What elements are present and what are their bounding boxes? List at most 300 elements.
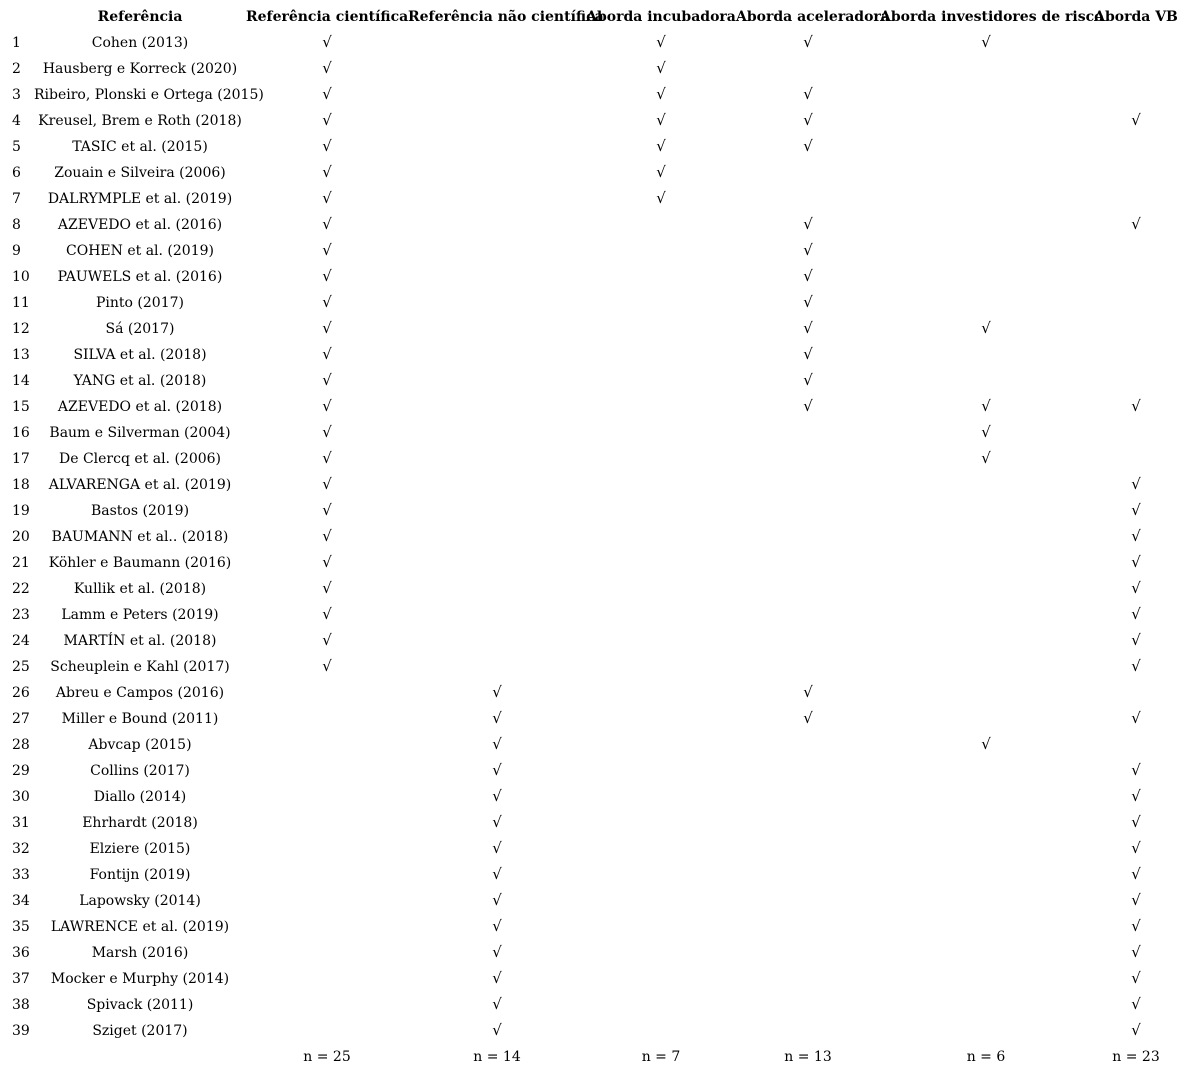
- row-number: 35: [12, 918, 30, 935]
- row-number: 25: [12, 658, 30, 675]
- check-icon: √: [322, 527, 332, 545]
- mark-vb-cell: [1092, 56, 1180, 82]
- mark-non-scientific-cell: [408, 966, 586, 992]
- mark-venture-investors-cell: [880, 732, 1092, 758]
- mark-vb-cell: [1092, 836, 1180, 862]
- check-icon: √: [1131, 631, 1141, 649]
- mark-venture-investors-cell: [880, 992, 1092, 1018]
- mark-incubator-cell: [586, 30, 736, 56]
- row-number: 13: [12, 346, 30, 363]
- check-icon: √: [1131, 111, 1141, 129]
- check-icon: √: [803, 241, 813, 259]
- mark-venture-investors-cell: [880, 524, 1092, 550]
- mark-accelerator-cell: [736, 888, 880, 914]
- check-icon: √: [1131, 553, 1141, 571]
- row-number: 14: [12, 372, 30, 389]
- row-number: 17: [12, 450, 30, 467]
- mark-vb-cell: [1092, 290, 1180, 316]
- mark-non-scientific-cell: [408, 680, 586, 706]
- check-icon: √: [322, 501, 332, 519]
- check-icon: √: [1131, 397, 1141, 415]
- mark-non-scientific-cell: [408, 316, 586, 342]
- check-icon: √: [1131, 891, 1141, 909]
- mark-accelerator-cell: [736, 186, 880, 212]
- mark-vb-cell: [1092, 186, 1180, 212]
- totals-row: [0, 1044, 1180, 1070]
- check-icon: √: [322, 137, 332, 155]
- mark-venture-investors-cell: [880, 446, 1092, 472]
- mark-accelerator-cell: [736, 784, 880, 810]
- mark-accelerator-cell: [736, 30, 880, 56]
- row-number: 29: [12, 762, 30, 779]
- table-row: [0, 992, 1180, 1018]
- mark-non-scientific-cell: [408, 550, 586, 576]
- table-row: [0, 732, 1180, 758]
- mark-incubator-cell: [586, 550, 736, 576]
- mark-scientific-cell: [246, 160, 408, 186]
- table-row: [0, 706, 1180, 732]
- mark-accelerator-cell: [736, 966, 880, 992]
- table-row: [0, 1018, 1180, 1044]
- mark-incubator-cell: [586, 108, 736, 134]
- mark-vb-cell: [1092, 368, 1180, 394]
- check-icon: √: [981, 319, 991, 337]
- mark-venture-investors-cell: [880, 914, 1092, 940]
- check-icon: √: [803, 345, 813, 363]
- check-icon: √: [981, 33, 991, 51]
- header-reference: Referência: [97, 9, 183, 25]
- mark-incubator-cell: [586, 966, 736, 992]
- mark-accelerator-cell: [736, 420, 880, 446]
- check-icon: √: [492, 865, 502, 883]
- mark-incubator-cell: [586, 394, 736, 420]
- mark-scientific-cell: [246, 186, 408, 212]
- mark-venture-investors-cell: [880, 368, 1092, 394]
- mark-vb-cell: [1092, 160, 1180, 186]
- row-number: 9: [12, 242, 21, 259]
- mark-incubator-cell: [586, 784, 736, 810]
- check-icon: √: [803, 371, 813, 389]
- check-icon: √: [1131, 943, 1141, 961]
- row-number: 30: [12, 788, 30, 805]
- mark-venture-investors-cell: [880, 862, 1092, 888]
- check-icon: √: [492, 995, 502, 1013]
- check-icon: √: [1131, 839, 1141, 857]
- table-row: [0, 82, 1180, 108]
- row-number: 39: [12, 1022, 30, 1039]
- mark-vb-cell: [1092, 498, 1180, 524]
- row-number: 16: [12, 424, 30, 441]
- check-icon: √: [656, 189, 666, 207]
- mark-non-scientific-cell: [408, 446, 586, 472]
- mark-venture-investors-cell: [880, 472, 1092, 498]
- mark-incubator-cell: [586, 498, 736, 524]
- reference-cell: Pinto (2017): [96, 294, 184, 311]
- mark-incubator-cell: [586, 758, 736, 784]
- mark-venture-investors-cell: [880, 966, 1092, 992]
- table-row: [0, 524, 1180, 550]
- table-row: [0, 758, 1180, 784]
- row-number: 2: [12, 60, 21, 77]
- mark-incubator-cell: [586, 290, 736, 316]
- table-row: [0, 342, 1180, 368]
- mark-venture-investors-cell: [880, 654, 1092, 680]
- check-icon: √: [803, 33, 813, 51]
- check-icon: √: [1131, 475, 1141, 493]
- row-number: 19: [12, 502, 30, 519]
- mark-vb-cell: [1092, 342, 1180, 368]
- table-row: [0, 654, 1180, 680]
- mark-scientific-cell: [246, 940, 408, 966]
- mark-accelerator-cell: [736, 446, 880, 472]
- mark-incubator-cell: [586, 992, 736, 1018]
- check-icon: √: [322, 293, 332, 311]
- mark-incubator-cell: [586, 862, 736, 888]
- mark-non-scientific-cell: [408, 784, 586, 810]
- reference-cell: Spivack (2011): [86, 996, 194, 1013]
- row-number: 6: [12, 164, 21, 181]
- mark-accelerator-cell: [736, 810, 880, 836]
- mark-scientific-cell: [246, 654, 408, 680]
- mark-non-scientific-cell: [408, 186, 586, 212]
- mark-scientific-cell: [246, 680, 408, 706]
- mark-accelerator-cell: [736, 654, 880, 680]
- total-scientific: n = 25: [303, 1049, 351, 1065]
- check-icon: √: [322, 163, 332, 181]
- total-non-scientific: n = 14: [473, 1049, 521, 1065]
- mark-accelerator-cell: [736, 212, 880, 238]
- mark-incubator-cell: [586, 264, 736, 290]
- table-row: [0, 134, 1180, 160]
- mark-venture-investors-cell: [880, 576, 1092, 602]
- check-icon: √: [803, 111, 813, 129]
- mark-vb-cell: [1092, 420, 1180, 446]
- check-icon: √: [492, 709, 502, 727]
- reference-cell: Zouain e Silveira (2006): [54, 164, 226, 181]
- reference-cell: Hausberg e Korreck (2020): [42, 60, 238, 77]
- row-number: 28: [12, 736, 30, 753]
- reference-cell: DALRYMPLE et al. (2019): [47, 190, 233, 207]
- check-icon: √: [1131, 709, 1141, 727]
- mark-incubator-cell: [586, 472, 736, 498]
- mark-scientific-cell: [246, 446, 408, 472]
- reference-cell: Lamm e Peters (2019): [61, 606, 219, 623]
- mark-incubator-cell: [586, 368, 736, 394]
- reference-cell: Miller e Bound (2011): [61, 710, 219, 727]
- table-body: [0, 30, 1180, 1044]
- mark-incubator-cell: [586, 446, 736, 472]
- mark-incubator-cell: [586, 212, 736, 238]
- row-number: 3: [12, 86, 21, 103]
- reference-cell: Mocker e Murphy (2014): [50, 970, 230, 987]
- reference-cell: LAWRENCE et al. (2019): [50, 918, 230, 935]
- mark-venture-investors-cell: [880, 316, 1092, 342]
- mark-non-scientific-cell: [408, 940, 586, 966]
- mark-accelerator-cell: [736, 238, 880, 264]
- mark-scientific-cell: [246, 732, 408, 758]
- mark-accelerator-cell: [736, 160, 880, 186]
- mark-accelerator-cell: [736, 264, 880, 290]
- mark-venture-investors-cell: [880, 212, 1092, 238]
- mark-non-scientific-cell: [408, 368, 586, 394]
- mark-scientific-cell: [246, 394, 408, 420]
- mark-incubator-cell: [586, 524, 736, 550]
- table-row: [0, 394, 1180, 420]
- mark-vb-cell: [1092, 862, 1180, 888]
- check-icon: √: [1131, 1021, 1141, 1039]
- table-row: [0, 940, 1180, 966]
- table-row: [0, 550, 1180, 576]
- mark-accelerator-cell: [736, 1018, 880, 1044]
- total-blank: [0, 1044, 34, 1070]
- mark-scientific-cell: [246, 56, 408, 82]
- reference-cell: TASIC et al. (2015): [72, 138, 208, 155]
- mark-accelerator-cell: [736, 342, 880, 368]
- check-icon: √: [492, 1021, 502, 1039]
- check-icon: √: [492, 787, 502, 805]
- mark-scientific-cell: [246, 238, 408, 264]
- check-icon: √: [1131, 969, 1141, 987]
- mark-scientific-cell: [246, 420, 408, 446]
- table-row: [0, 186, 1180, 212]
- check-icon: √: [1131, 501, 1141, 519]
- mark-vb-cell: [1092, 628, 1180, 654]
- row-number: 36: [12, 944, 30, 961]
- reference-cell: Abvcap (2015): [88, 736, 192, 753]
- mark-venture-investors-cell: [880, 108, 1092, 134]
- reference-cell: PAUWELS et al. (2016): [57, 268, 223, 285]
- mark-incubator-cell: [586, 810, 736, 836]
- reference-cell: YANG et al. (2018): [73, 372, 207, 389]
- row-number: 24: [12, 632, 30, 649]
- mark-scientific-cell: [246, 992, 408, 1018]
- mark-non-scientific-cell: [408, 108, 586, 134]
- check-icon: √: [492, 891, 502, 909]
- row-number: 31: [12, 814, 30, 831]
- mark-venture-investors-cell: [880, 1018, 1092, 1044]
- mark-incubator-cell: [586, 628, 736, 654]
- check-icon: √: [803, 709, 813, 727]
- header-row: [0, 4, 1180, 30]
- mark-scientific-cell: [246, 862, 408, 888]
- mark-vb-cell: [1092, 30, 1180, 56]
- mark-vb-cell: [1092, 394, 1180, 420]
- table-row: [0, 368, 1180, 394]
- check-icon: √: [1131, 579, 1141, 597]
- mark-scientific-cell: [246, 30, 408, 56]
- check-icon: √: [492, 969, 502, 987]
- mark-scientific-cell: [246, 550, 408, 576]
- mark-accelerator-cell: [736, 56, 880, 82]
- row-number: 38: [12, 996, 30, 1013]
- mark-non-scientific-cell: [408, 420, 586, 446]
- header-non-scientific: Referência não científica: [408, 9, 604, 25]
- header-vb: Aborda VB: [1094, 9, 1178, 25]
- check-icon: √: [803, 293, 813, 311]
- table-row: [0, 446, 1180, 472]
- header-venture-investors: Aborda investidores de risco: [880, 9, 1104, 25]
- check-icon: √: [656, 137, 666, 155]
- mark-non-scientific-cell: [408, 264, 586, 290]
- mark-non-scientific-cell: [408, 810, 586, 836]
- mark-vb-cell: [1092, 212, 1180, 238]
- table-row: [0, 628, 1180, 654]
- mark-accelerator-cell: [736, 134, 880, 160]
- mark-incubator-cell: [586, 654, 736, 680]
- check-icon: √: [981, 423, 991, 441]
- check-icon: √: [803, 319, 813, 337]
- mark-incubator-cell: [586, 82, 736, 108]
- table-row: [0, 264, 1180, 290]
- mark-accelerator-cell: [736, 108, 880, 134]
- check-icon: √: [322, 241, 332, 259]
- mark-vb-cell: [1092, 654, 1180, 680]
- reference-cell: Fontijn (2019): [89, 866, 191, 883]
- mark-incubator-cell: [586, 420, 736, 446]
- check-icon: √: [322, 59, 332, 77]
- mark-venture-investors-cell: [880, 82, 1092, 108]
- mark-scientific-cell: [246, 498, 408, 524]
- mark-vb-cell: [1092, 264, 1180, 290]
- row-number: 37: [12, 970, 30, 987]
- mark-incubator-cell: [586, 914, 736, 940]
- mark-non-scientific-cell: [408, 628, 586, 654]
- mark-vb-cell: [1092, 524, 1180, 550]
- check-icon: √: [1131, 787, 1141, 805]
- mark-incubator-cell: [586, 602, 736, 628]
- table-row: [0, 602, 1180, 628]
- check-icon: √: [322, 345, 332, 363]
- reference-cell: BAUMANN et al.. (2018): [51, 528, 229, 545]
- row-number: 7: [12, 190, 21, 207]
- mark-venture-investors-cell: [880, 888, 1092, 914]
- check-icon: √: [803, 215, 813, 233]
- mark-venture-investors-cell: [880, 758, 1092, 784]
- mark-scientific-cell: [246, 316, 408, 342]
- row-number: 4: [12, 112, 21, 129]
- mark-vb-cell: [1092, 680, 1180, 706]
- check-icon: √: [981, 735, 991, 753]
- mark-vb-cell: [1092, 784, 1180, 810]
- header-accelerator: Aborda aceleradora: [736, 9, 890, 25]
- mark-vb-cell: [1092, 706, 1180, 732]
- check-icon: √: [1131, 813, 1141, 831]
- check-icon: √: [803, 683, 813, 701]
- row-number: 15: [12, 398, 30, 415]
- total-blank: [34, 1044, 246, 1070]
- header-scientific: Referência científica: [246, 9, 409, 25]
- mark-venture-investors-cell: [880, 550, 1092, 576]
- mark-accelerator-cell: [736, 368, 880, 394]
- check-icon: √: [492, 943, 502, 961]
- check-icon: √: [1131, 917, 1141, 935]
- check-icon: √: [1131, 995, 1141, 1013]
- mark-scientific-cell: [246, 628, 408, 654]
- mark-venture-investors-cell: [880, 628, 1092, 654]
- mark-incubator-cell: [586, 238, 736, 264]
- mark-scientific-cell: [246, 264, 408, 290]
- mark-scientific-cell: [246, 212, 408, 238]
- check-icon: √: [656, 33, 666, 51]
- mark-non-scientific-cell: [408, 160, 586, 186]
- mark-non-scientific-cell: [408, 394, 586, 420]
- check-icon: √: [803, 397, 813, 415]
- row-number: 12: [12, 320, 30, 337]
- header-number: [0, 4, 34, 30]
- mark-venture-investors-cell: [880, 810, 1092, 836]
- header-incubator: Aborda incubadora: [586, 9, 736, 25]
- total-accelerator: n = 13: [784, 1049, 832, 1065]
- mark-accelerator-cell: [736, 576, 880, 602]
- mark-venture-investors-cell: [880, 238, 1092, 264]
- check-icon: √: [656, 85, 666, 103]
- mark-accelerator-cell: [736, 524, 880, 550]
- check-icon: √: [803, 267, 813, 285]
- row-number: 20: [12, 528, 30, 545]
- mark-incubator-cell: [586, 576, 736, 602]
- check-icon: √: [322, 111, 332, 129]
- reference-cell: Lapowsky (2014): [79, 892, 201, 909]
- row-number: 27: [12, 710, 30, 727]
- check-icon: √: [322, 423, 332, 441]
- row-number: 26: [12, 684, 30, 701]
- mark-non-scientific-cell: [408, 732, 586, 758]
- mark-incubator-cell: [586, 706, 736, 732]
- mark-accelerator-cell: [736, 706, 880, 732]
- table-row: [0, 836, 1180, 862]
- check-icon: √: [492, 735, 502, 753]
- mark-venture-investors-cell: [880, 940, 1092, 966]
- check-icon: √: [492, 839, 502, 857]
- check-icon: √: [803, 137, 813, 155]
- reference-cell: Elziere (2015): [89, 840, 191, 857]
- table-row: [0, 888, 1180, 914]
- table-row: [0, 472, 1180, 498]
- check-icon: √: [322, 33, 332, 51]
- check-icon: √: [492, 683, 502, 701]
- mark-vb-cell: [1092, 550, 1180, 576]
- mark-vb-cell: [1092, 472, 1180, 498]
- mark-accelerator-cell: [736, 550, 880, 576]
- row-number: 11: [12, 294, 30, 311]
- reference-cell: Kreusel, Brem e Roth (2018): [38, 112, 242, 129]
- row-number: 10: [12, 268, 30, 285]
- mark-accelerator-cell: [736, 628, 880, 654]
- mark-vb-cell: [1092, 238, 1180, 264]
- mark-non-scientific-cell: [408, 30, 586, 56]
- mark-scientific-cell: [246, 1018, 408, 1044]
- mark-scientific-cell: [246, 368, 408, 394]
- check-icon: √: [1131, 605, 1141, 623]
- row-number: 22: [12, 580, 30, 597]
- check-icon: √: [322, 553, 332, 571]
- mark-vb-cell: [1092, 602, 1180, 628]
- mark-non-scientific-cell: [408, 290, 586, 316]
- mark-scientific-cell: [246, 966, 408, 992]
- check-icon: √: [322, 371, 332, 389]
- table-row: [0, 576, 1180, 602]
- reference-cell: Sá (2017): [105, 320, 175, 337]
- mark-vb-cell: [1092, 316, 1180, 342]
- mark-venture-investors-cell: [880, 160, 1092, 186]
- mark-venture-investors-cell: [880, 706, 1092, 732]
- mark-venture-investors-cell: [880, 836, 1092, 862]
- mark-venture-investors-cell: [880, 264, 1092, 290]
- reference-cell: AZEVEDO et al. (2016): [57, 216, 223, 233]
- mark-accelerator-cell: [736, 836, 880, 862]
- mark-accelerator-cell: [736, 316, 880, 342]
- reference-cell: Diallo (2014): [93, 788, 187, 805]
